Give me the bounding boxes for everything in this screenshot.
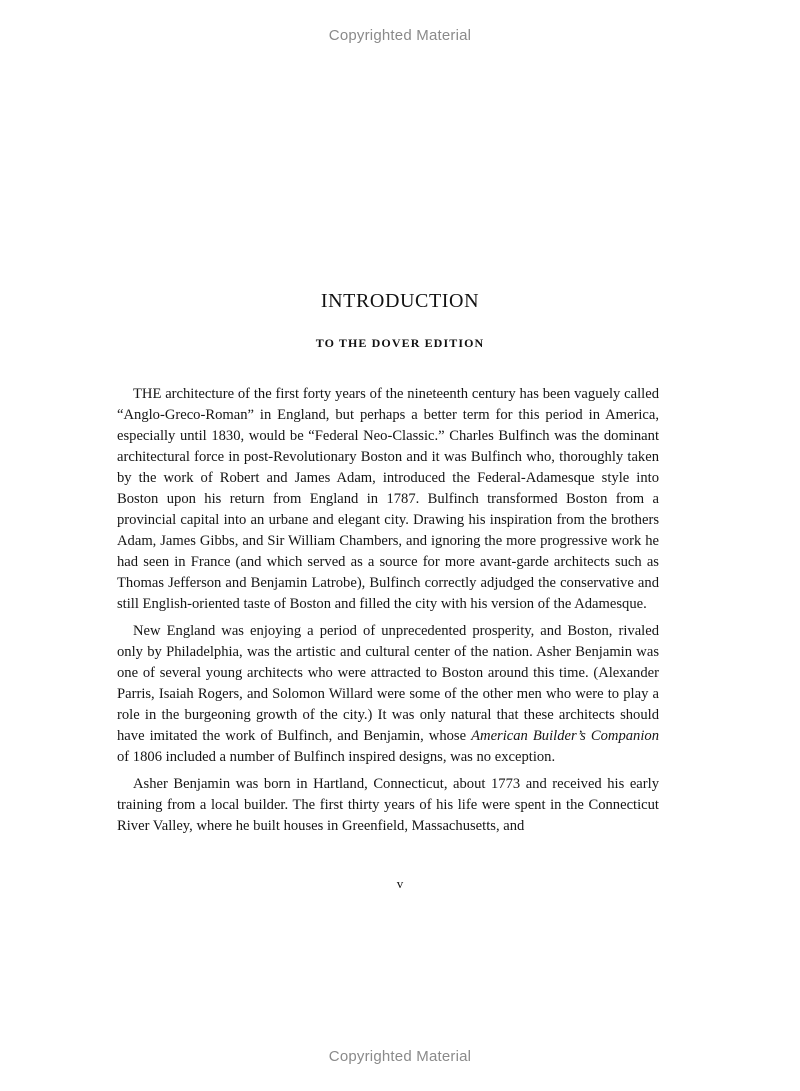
- book-title-italic: American Builder’s Companion: [471, 728, 659, 744]
- page-subtitle: TO THE DOVER EDITION: [315, 336, 485, 350]
- body-text: [117, 384, 659, 843]
- watermark-bottom: Copyrighted Material: [328, 1048, 472, 1065]
- paragraph-1: THE architecture of the first forty years of the nineteenth century has been vaguely called “Anglo-Greco-Roman” in England, but perhaps a better term for this period in America, especially until 1830, would be “Federal Neo-Classic.” Charles Bulfinch was the dominant architectural force in post-Revolutionary Boston and it was Bulfinch who, thoroughly taken by the work of Robert and James Adam, introduced the Federal-Adamesque style into Boston upon his return from England in 1787. Bulfinch transformed Boston from a provincial capital into an urbane and elegant city. Drawing his inspiration from the brothers Adam, James Gibbs, and Sir William Chambers, and ignoring the more progressive work he had seen in France (and which served as a source for more avant-garde architects such as Thomas Jefferson and Benjamin Latrobe), Bulfinch correctly adjudged the conservative and still English-oriented taste of Boston and filled the city with his version of the Adamesque.: [117, 386, 659, 612]
- page-number: v: [396, 876, 404, 891]
- paragraph-2-end: of 1806 included a number of Bulfinch inspired designs, was no exception.: [117, 749, 556, 765]
- watermark-top: Copyrighted Material: [328, 27, 472, 44]
- page-title: INTRODUCTION: [320, 290, 480, 312]
- paragraph-2: [117, 621, 659, 768]
- paragraph-3: Asher Benjamin was born in Hartland, Connecticut, about 1773 and received his early training from a local builder. The first thirty years of his life were spent in the Connecticut River Valley, where he built houses in Greenfield, Massachusetts, and: [117, 776, 659, 834]
- paragraph-2-start: New England was enjoying a period of unprecedented prosperity, and Boston, rivaled only by Philadelphia, was the artistic and cultural center of the nation. Asher Benjamin was one of several young architects who were attracted to Boston around this time. (Alexander Parris, Isaiah Rogers, and Solomon Willard were some of the other men who were to play a role in the burgeoning growth of the city.) It was only natural that these architects should have imitated the work of Bulfinch, and Benjamin, whose: [117, 623, 659, 744]
